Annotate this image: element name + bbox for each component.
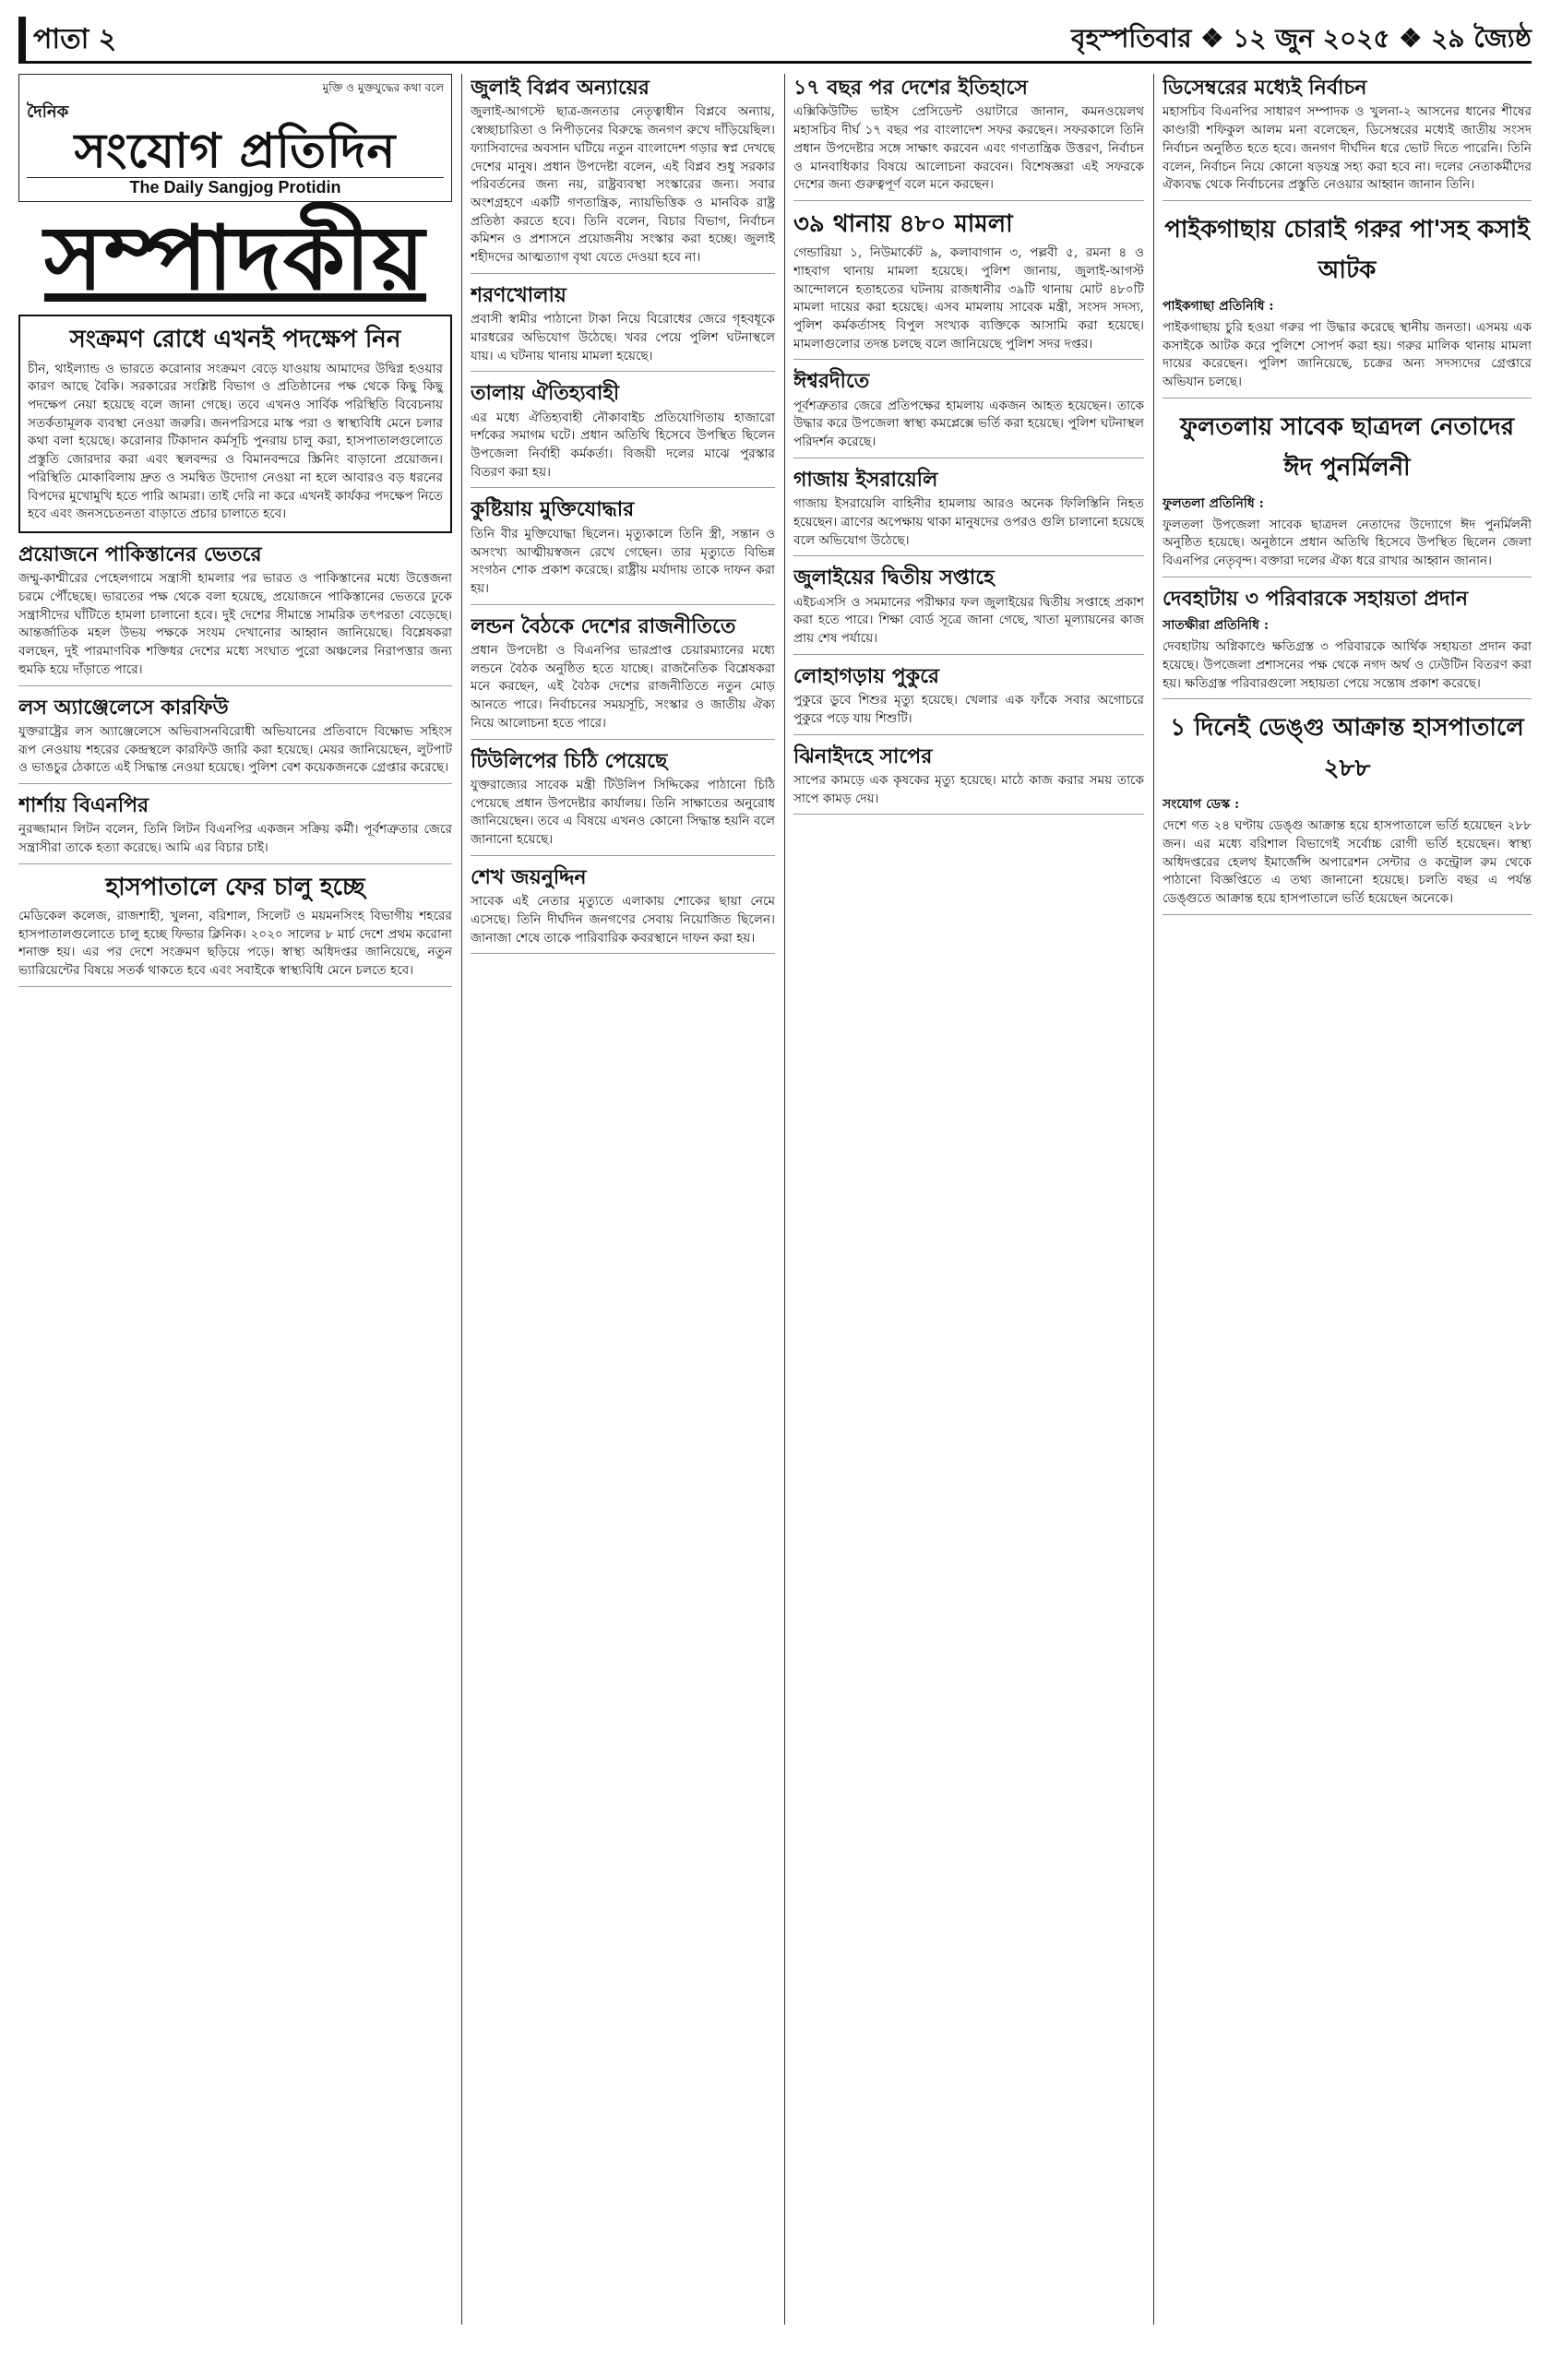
article-headline: শরণখোলায় [471,282,566,307]
article-body: জম্মু-কাশ্মীরের পেহেলগামে সন্ত্রাসী হামলার পর ভারত ও পাকিস্তানের মধ্যে উত্তেজনা চরমে পৌঁছেছে। ভারতের পক্ষ থেকে বলা হয়েছে, প্রয়োজনে পাকিস্তানের ভেতরে ঢুকে সন্ত্রাসীদের ঘাঁটিতে হামলা চালানো হবে। দুই দেশের সীমান্তে সামরিক তৎপরতা বেড়েছে। আন্তর্জাতিক মহল উভয় পক্ষকে সংযম দেখানোর আহ্বান জানিয়েছে। বিশ্লেষকরা বলছেন, দুই পারমাণবিক শক্তিধর দেশের মধ্যে সংঘাত পুরো অঞ্চলের নিরাপত্তার জন্য হুমকি হয়ে দাঁড়াতে পারে। [18,571,452,677]
article-headline: শার্শায় বিএনপির [18,793,149,818]
article [18,793,452,864]
article-body: পাইকগাছায় চুরি হওয়া গরুর পা উদ্ধার করেছে স্থানীয় জনতা। এসময় এক কসাইকে আটক করে পুলিশে সোপর্দ করা হয়। গরুর মালিক থানায় মামলা দায়ের করেছেন। পুলিশ জানিয়েছে, চক্রের অন্য সদস্যদের গ্রেপ্তারে অভিযান চলছে। [1162,319,1532,390]
masthead-title: সংযোগ প্রতিদিন [74,123,397,179]
article-body: এইচএসসি ও সমমানের পরীক্ষার ফল জুলাইয়ের দ্বিতীয় সপ্তাহে প্রকাশ করা হতে পারে। শিক্ষা বোর্ড সূত্রে জানা গেছে, খাতা মূল্যায়নের কাজ প্রায় শেষ পর্যায়ে। [793,594,1144,647]
article [1162,210,1532,399]
article-headline: পাইকগাছায় চোরাই গরুর পা'সহ কসাই আটক [1164,215,1530,284]
article-body: যুক্তরাষ্ট্রের লস অ্যাঞ্জেলেসে অভিবাসনবিরোধী অভিযানের প্রতিবাদে বিক্ষোভ সহিংস রূপ নেওয়ায় শহরের কেন্দ্রস্থলে কারফিউ জারি করা হয়েছে। মেয়র জানিয়েছেন, লুটপাট ও ভাঙচুর ঠেকাতে এই সিদ্ধান্ত নেওয়া হয়েছে। পুলিশ বেশ কয়েকজনকে গ্রেপ্তার করেছে। [18,723,452,776]
article-headline: হাসপাতালে ফের চালু হচ্ছে [105,873,365,901]
masthead [18,74,452,202]
editorial-article [18,315,452,533]
article-headline: লস অ্যাঞ্জেলেসে কারফিউ [18,695,229,720]
article-dateline: সাতক্ষীরা প্রতিনিধি : [1162,618,1270,634]
article [1162,708,1532,915]
article [18,696,452,785]
article-body: যুক্তরাজ্যের সাবেক মন্ত্রী টিউলিপ সিদ্দিকের পাঠানো চিঠি পেয়েছে প্রধান উপদেষ্টার কার্যালয়। তিনি সাক্ষাতের অনুরোধ জানিয়েছেন। তবে এ বিষয়ে এখনও কোনো সিদ্ধান্ত হয়নি বলে জানানো হয়েছে। [471,777,775,848]
article-headline: জুলাইয়ের দ্বিতীয় সপ্তাহে [793,565,995,590]
article [793,468,1144,557]
article-body: এর মধ্যে ঐতিহ্যবাহী নৌকাবাইচ প্রতিযোগিতায় হাজারো দর্শকের সমাগম ঘটে। প্রধান অতিথি হিসেবে উপস্থিত ছিলেন উপজেলা নির্বাহী কর্মকর্তা। বিজয়ী দলের মাঝে পুরস্কার বিতরণ করা হয়। [471,410,775,480]
column-divider [784,74,785,2325]
article [1162,408,1532,577]
article-body: পুকুরে ডুবে শিশুর মৃত্যু হয়েছে। খেলার এক ফাঁকে সবার অগোচরে পুকুরে পড়ে যায় শিশুটি। [793,693,1144,726]
article-body: গাজায় ইসরায়েলি বাহিনীর হামলায় আরও অনেক ফিলিস্তিনি নিহত হয়েছেন। ত্রাণের অপেক্ষায় থাকা মানুষদের ওপরও গুলি চালানো হয়েছে বলে অভিযোগ উঠেছে। [793,496,1144,548]
article [793,369,1144,458]
article-headline: ৩৯ থানায় ৪৮০ মামলা [793,209,1013,238]
article-headline: ১৭ বছর পর দেশের ইতিহাসে [793,76,1028,100]
article [471,381,775,488]
article-headline: কুষ্টিয়ায় মুক্তিযোদ্ধার [471,497,635,522]
article-headline: লন্ডন বৈঠকে দেশের রাজনীতিতে [471,613,736,638]
article-body: মহাসচিব বিএনপির সাধারণ সম্পাদক ও খুলনা-২ আসনের ধানের শীষের কাণ্ডারী শফিকুল আলম মনা বলেছেন, ডিসেম্বরের মধ্যেই জাতীয় সংসদ নির্বাচন অনুষ্ঠিত হতে হবে। জনগণ দীর্ঘদিন ধরে ভোট দিতে পারেনি। তিনি বলেন, নির্বাচন নিয়ে কোনো ষড়যন্ত্র সহ্য করা হবে না। দলের নেতাকর্মীদের ঐক্যবদ্ধ থেকে নির্বাচনের প্রস্তুতি নেওয়ার আহ্বান জানান তিনি। [1162,104,1532,193]
article-headline: লোহাগড়ায় পুকুরে [793,663,940,688]
article-body: মেডিকেল কলেজ, রাজশাহী, খুলনা, বরিশাল, সিলেট ও ময়মনসিংহ বিভাগীয় শহরের হাসপাতালগুলোতে চালু হচ্ছে ফিভার ক্লিনিক। ২০২০ সালের ৮ মার্চ দেশে প্রথম করোনা শনাক্ত হয়। এর পর দেশে সংক্রমণ ছড়িয়ে পড়ে। স্বাস্থ্য অধিদপ্তর জানিয়েছে, নতুন ভ্যারিয়েন্টের বিষয়ে সতর্ক থাকতে হবে এবং সবাইকে স্বাস্থ্যবিধি মেনে চলতে হবে। [18,909,452,979]
article-body: চীন, থাইল্যান্ড ও ভারতে করোনার সংক্রমণ বেড়ে যাওয়ায় আমাদের উদ্বিগ্ন হওয়ার কারণ আছে বৈকি। সরকারের সংশ্লিষ্ট বিভাগ ও প্রতিষ্ঠানের পক্ষ থেকে কিছু কিছু পদক্ষেপ নেয়া হয়েছে বলে জানা গেছে। তবে এখনও সার্বিক পরিস্থিতি বিবেচনায় সতর্কতামূলক ব্যবস্থা নেওয়া জরুরি। জনপরিসরে মাস্ক পরা ও স্বাস্থ্যবিধি মেনে চলার কথা বলা হয়েছে। করোনার টিকাদান কর্মসূচি পুনরায় চালু করা, হাসপাতালগুলোতে প্রস্তুতি জোরদার করা এবং স্থলবন্দর ও বিমানবন্দরে স্ক্রিনিং বাড়ানো প্রয়োজন। পরিস্থিতি মোকাবিলায় দ্রুত ও সমন্বিত উদ্যোগ নেওয়া না হলে আবারও বড় ধরনের বিপদের মুখোমুখি হতে পারি আমরা। তাই দেরি না করে এখনই কার্যকর পদক্ষেপ নিতে হবে এবং জনসচেতনতা বাড়াতে প্রচার চালাতে হবে। [28,361,443,522]
article-body: সাবেক এই নেতার মৃত্যুতে এলাকায় শোকের ছায়া নেমে এসেছে। তিনি দীর্ঘদিন জনগণের সেবায় নিয়োজিত ছিলেন। জানাজা শেষে তাকে পারিবারিক কবরস্থানে দাফন করা হয়। [471,894,775,946]
article [1162,76,1532,201]
article-body: প্রবাসী স্বামীর পাঠানো টাকা নিয়ে বিরোধের জেরে গৃহবধূকে মারধরের অভিযোগ উঠেছে। খবর পেয়ে পুলিশ ঘটনাস্থলে যায়। এ ঘটনায় থানায় মামলা হয়েছে। [471,312,775,363]
article [793,76,1144,201]
masthead-daily: দৈনিক [27,102,69,122]
article-body: এক্সিকিউটিভ ভাইস প্রেসিডেন্ট ওয়াটারে জানান, কমনওয়েলথ মহাসচিব দীর্ঘ ১৭ বছর পর বাংলাদেশ সফর করছেন। সফরকালে তিনি প্রধান উপদেষ্টার সঙ্গে সাক্ষাৎ করবেন এবং গণতান্ত্রিক উত্তরণ, নির্বাচন ও মানবাধিকার বিষয়ে আলোচনা করবেন। বিশেষজ্ঞরা এই সফরকে দেশের জন্য গুরুত্বপূর্ণ বলে মনে করছেন। [793,104,1144,193]
article-body: সাপের কামড়ে এক কৃষকের মৃত্যু হয়েছে। মাঠে কাজ করার সময় তাকে সাপে কামড় দেয়। [793,773,1144,806]
column-4 [1162,74,1532,2325]
article-headline: জুলাই বিপ্লব অন্যায়ের [471,76,650,100]
article-body: প্রধান উপদেষ্টা ও বিএনপির ভারপ্রাপ্ত চেয়ারম্যানের মধ্যে লন্ডনে বৈঠক অনুষ্ঠিত হতে যাচ্ছে। রাজনৈতিক বিশ্লেষকরা মনে করছেন, এই বৈঠক দেশের রাজনীতিতে নতুন মোড় আনতে পারে। নির্বাচনের সময়সূচি, সংস্কার ও জাতীয় ঐক্য নিয়ে আলোচনা হতে পারে। [471,643,775,731]
article-dateline: ফুলতলা প্রতিনিধি : [1162,495,1264,511]
article [471,749,775,856]
article [793,565,1144,655]
page-number: পাতা ২ [18,17,116,64]
article-body: দেবহাটায় অগ্নিকাণ্ডে ক্ষতিগ্রস্ত ৩ পরিবারকে আর্থিক সহায়তা প্রদান করা হয়েছে। উপজেলা প্রশাসনের পক্ষ থেকে নগদ অর্থ ও ঢেউটিন বিতরণ করা হয়। ক্ষতিগ্রস্ত পরিবারগুলো সহায়তা পেয়ে সন্তোষ প্রকাশ করেছে। [1162,639,1532,691]
article-headline: গাজায় ইসরায়েলি [793,467,938,492]
article-headline: দেবহাটায় ৩ পরিবারকে সহায়তা প্রদান [1162,586,1469,611]
article [793,744,1144,815]
article-dateline: সংযোগ ডেস্ক : [1162,797,1240,813]
article-headline: শেখ জয়নুদ্দিন [471,864,587,889]
article-headline: ঈশ্বরদীতে [793,369,870,394]
date-line: বৃহস্পতিবার ❖ ১২ জুন ২০২৫ ❖ ২৯ জ্যৈষ্ঠ [1070,22,1532,54]
article-headline: সংক্রমণ রোধে এখনই পদক্ষেপ নিন [69,326,401,354]
article-headline: প্রয়োজনে পাকিস্তানের ভেতরে [18,541,262,566]
article-headline: ১ দিনেই ডেঙ্গু আক্রান্ত হাসপাতালে ২৮৮ [1170,714,1524,783]
article-headline: টিউলিপের চিঠি পেয়েছে [471,748,668,773]
article-body: জুলাই-আগস্টে ছাত্র-জনতার নেতৃত্বাধীন বিপ্লবে অন্যায়, স্বেচ্ছাচারিতা ও নিপীড়নের বিরুদ্ধে জনগণ রুখে দাঁড়িয়েছিল। ফ্যাসিবাদের অবসান ঘটিয়ে নতুন বাংলাদেশ গড়ার স্বপ্ন দেখছে দেশের মানুষ। প্রধান উপদেষ্টা বলেন, এই বিপ্লব শুধু সরকার পরিবর্তনের জন্য নয়, রাষ্ট্রব্যবস্থা সংস্কারের জন্য। সবার অংশগ্রহণে একটি গণতান্ত্রিক, ন্যায়ভিত্তিক ও মানবিক রাষ্ট্র প্রতিষ্ঠা করতে হবে। তিনি বলেন, বিচার বিভাগ, নির্বাচন কমিশন ও প্রশাসনে প্রয়োজনীয় সংস্কার করা হচ্ছে। জুলাই শহীদদের আত্মত্যাগ বৃথা যেতে দেওয়া হবে না। [471,104,775,266]
article-body: নুরজ্জামান লিটন বলেন, তিনি লিটন বিএনপির একজন সক্রিয় কর্মী। পূর্বশত্রুতার জেরে সন্ত্রাসীরা তাকে হত্যা করেছে। আমি এর বিচার চাই। [18,822,452,856]
masthead-english: The Daily Sangjog Protidin [27,177,444,197]
article [793,664,1144,735]
article [471,76,775,274]
article-headline: ফুলতলায় সাবেক ছাত্রদল নেতাদের ঈদ পুনর্মিলনী [1179,412,1515,482]
article [18,542,452,686]
article-body: গেন্ডারিয়া ১, নিউমার্কেট ৯, কলাবাগান ৩, পল্লবী ৫, রমনা ৪ ও শাহবাগ থানায় মামলা হয়েছে। পুলিশ জানায়, জুলাই-আগস্ট আন্দোলনে হতাহতের ঘটনায় রাজধানীর ৩৯টি থানায় মোট ৪৮০টি মামলা দায়ের করা হয়েছে। এসব মামলায় সাবেক মন্ত্রী, সংসদ সদস্য, পুলিশ কর্মকর্তাসহ বিপুল সংখ্যক ব্যক্তিকে আসামি করা হয়েছে। মামলাগুলোর তদন্ত চলছে বলে জানিয়েছে পুলিশ সদর দপ্তর। [793,245,1144,351]
newspaper-page [18,18,1532,2343]
article-body: ফুলতলা উপজেলা সাবেক ছাত্রদল নেতাদের উদ্যোগে ঈদ পুনর্মিলনী অনুষ্ঠিত হয়েছে। অনুষ্ঠানে প্রধান অতিথি হিসেবে উপস্থিত ছিলেন জেলা বিএনপির নেতৃবৃন্দ। বক্তারা দলের ঐক্য ধরে রাখার আহ্বান জানান। [1162,517,1532,569]
article-headline: ঝিনাইদহে সাপের [793,744,933,768]
article [471,865,775,955]
article-dateline: পাইকগাছা প্রতিনিধি : [1162,298,1274,314]
article-headline: ডিসেম্বরের মধ্যেই নির্বাচন [1162,76,1367,100]
article-headline: তালায় ঐতিহ্যবাহী [471,381,620,406]
column-divider [1153,74,1154,2325]
column-divider [461,74,462,2325]
editorial-label: সম্পাদকীয় [43,206,427,310]
column-2 [471,74,775,2325]
article [471,497,775,604]
article [18,874,452,987]
article [471,283,775,373]
article-body: পূর্বশত্রুতার জেরে প্রতিপক্ষের হামলায় একজন আহত হয়েছেন। তাকে উদ্ধার করে উপজেলা স্বাস্থ্য কমপ্লেক্সে ভর্তি করা হয়েছে। পুলিশ ঘটনাস্থল পরিদর্শন করেছে। [793,398,1144,450]
article-body: তিনি বীর মুক্তিযোদ্ধা ছিলেন। মৃত্যুকালে তিনি স্ত্রী, সন্তান ও অসংখ্য আত্মীয়স্বজন রেখে গেছেন। তার মৃত্যুতে বিভিন্ন সংগঠন শোক প্রকাশ করেছে। রাষ্ট্রীয় মর্যাদায় তাকে দাফন করা হয়। [471,526,775,596]
page-header [18,18,1532,64]
article [1162,587,1532,700]
masthead-tagline: মুক্তি ও মুক্তযুদ্ধের কথা বলে [322,81,444,94]
article [793,210,1144,360]
column-3 [793,74,1144,2325]
article [471,614,775,740]
column-1 [18,74,452,2325]
article-body: দেশে গত ২৪ ঘণ্টায় ডেঙ্গু আক্রান্ত হয়ে হাসপাতালে ভর্তি হয়েছেন ২৮৮ জন। এর মধ্যে বরিশাল বিভাগেই সর্বোচ্চ রোগী ভর্তি হয়েছেন। স্বাস্থ্য অধিদপ্তরের হেলথ ইমার্জেন্সি অপারেশন সেন্টার ও কন্ট্রোল রুম থেকে পাঠানো বিজ্ঞপ্তিতে এ তথ্য জানানো হয়েছে। চলতি বছর এ পর্যন্ত ডেঙ্গুতে আক্রান্ত হয়ে হাসপাতালে ভর্তি হয়েছেন অনেকে। [1162,818,1532,907]
